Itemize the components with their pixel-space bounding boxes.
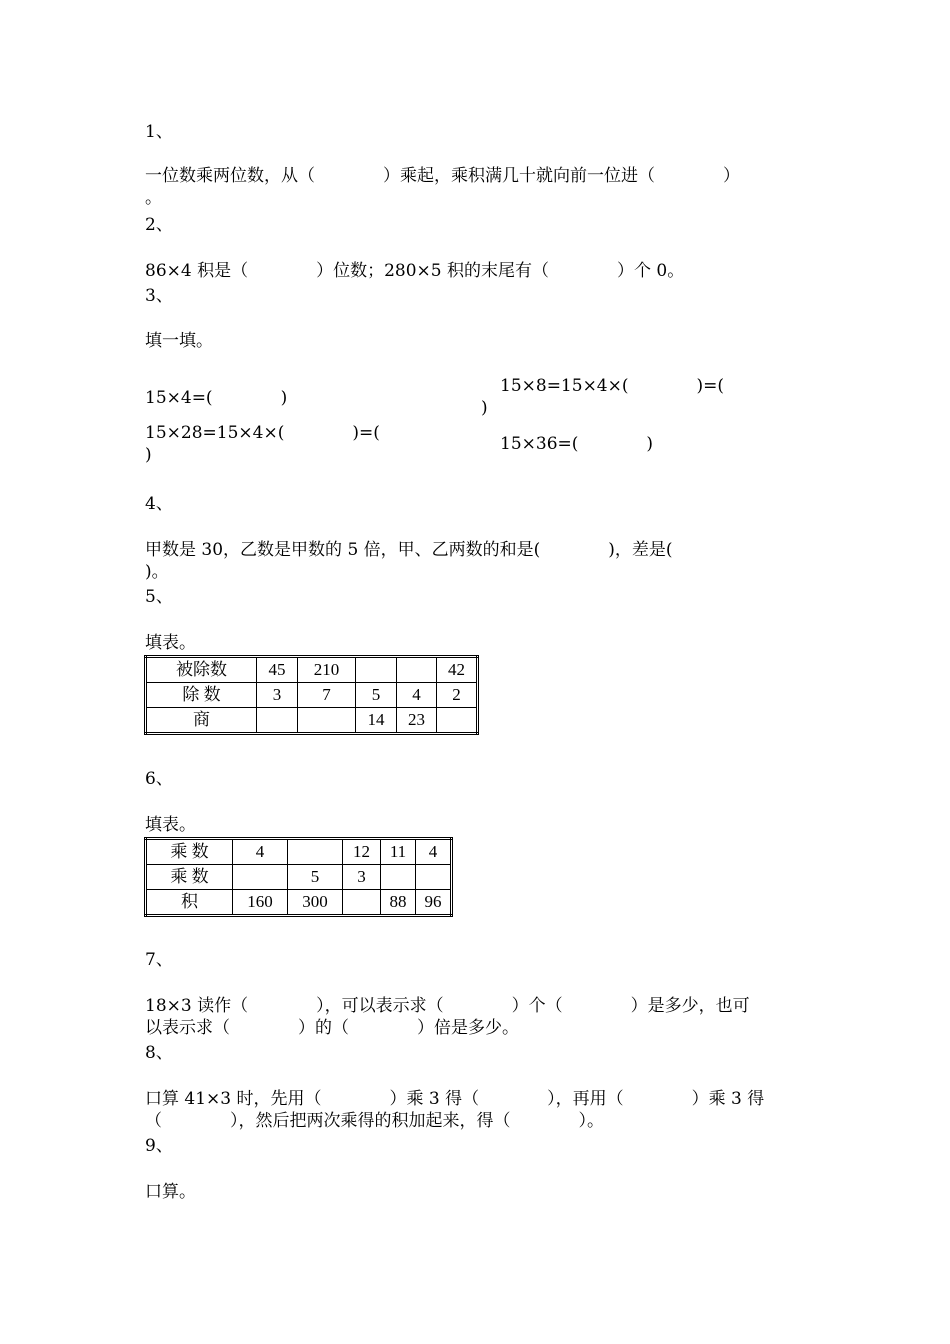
question-7-number: 7、	[145, 950, 173, 970]
table-cell: 42	[437, 657, 478, 683]
table-cell: 5	[356, 683, 397, 708]
question-8-number: 8、	[145, 1043, 173, 1063]
table-row	[146, 839, 452, 865]
table-cell	[257, 708, 298, 734]
table-cell	[397, 657, 437, 683]
question-1-text: 一位数乘两位数，从（ ）乘起，乘积满几十就向前一位进（ ）	[145, 166, 740, 186]
multiplication-table	[144, 837, 453, 917]
question-5-number: 5、	[145, 587, 173, 607]
question-8-text-cont: （ ），然后把两次乘得的积加起来，得（ ）。	[145, 1111, 604, 1131]
table-cell: 4	[416, 839, 452, 865]
table-cell: 45	[257, 657, 298, 683]
question-2-text: 86×4 积是（ ）位数；280×5 积的末尾有（ ）个 0。	[145, 261, 685, 281]
table-cell	[416, 865, 452, 890]
question-6-intro: 填表。	[145, 815, 196, 835]
table-cell: 11	[381, 839, 416, 865]
table-cell: 乘 数	[146, 839, 233, 865]
question-3-item-c-cont: )	[145, 445, 152, 465]
table-cell	[437, 708, 478, 734]
division-table	[144, 655, 479, 735]
question-1-text-cont: 。	[145, 188, 162, 208]
question-3-item-d: 15×36=( )	[500, 434, 654, 454]
table-row	[146, 890, 452, 916]
table-cell: 88	[381, 890, 416, 916]
table-cell: 12	[343, 839, 381, 865]
table-cell: 96	[416, 890, 452, 916]
table-cell: 7	[298, 683, 356, 708]
table-cell	[343, 890, 381, 916]
table-cell: 300	[288, 890, 343, 916]
question-7-text-cont: 以表示求（ ）的（ ）倍是多少。	[145, 1018, 519, 1038]
table-cell: 乘 数	[146, 865, 233, 890]
table-cell: 14	[356, 708, 397, 734]
table-cell: 2	[437, 683, 478, 708]
question-1-number: 1、	[145, 122, 173, 142]
table-cell	[298, 708, 356, 734]
question-7-text: 18×3 读作（ ），可以表示求（ ）个（ ）是多少，也可	[145, 996, 750, 1016]
question-5-intro: 填表。	[145, 633, 196, 653]
question-9-number: 9、	[145, 1136, 173, 1156]
table-row	[146, 657, 478, 683]
table-row	[146, 708, 478, 734]
question-6-number: 6、	[145, 769, 173, 789]
table-cell: 被除数	[146, 657, 257, 683]
question-3-intro: 填一填。	[145, 331, 213, 351]
table-cell: 160	[233, 890, 288, 916]
question-8-text: 口算 41×3 时，先用（ ）乘 3 得（ ），再用（ ）乘 3 得	[145, 1089, 765, 1109]
question-3-item-b-cont: )	[481, 398, 488, 418]
table-cell	[233, 865, 288, 890]
table-cell: 5	[288, 865, 343, 890]
table-cell: 积	[146, 890, 233, 916]
question-4-number: 4、	[145, 494, 173, 514]
table-row	[146, 865, 452, 890]
table-cell: 3	[343, 865, 381, 890]
question-3-item-a: 15×4=( )	[145, 388, 288, 408]
table-row	[146, 683, 478, 708]
table-cell: 4	[233, 839, 288, 865]
question-3-number: 3、	[145, 286, 173, 306]
table-cell: 23	[397, 708, 437, 734]
table-cell: 4	[397, 683, 437, 708]
table-cell	[381, 865, 416, 890]
question-3-item-b: 15×8=15×4×( )=(	[500, 376, 725, 396]
table-cell	[356, 657, 397, 683]
question-2-number: 2、	[145, 215, 173, 235]
table-cell	[288, 839, 343, 865]
table-cell: 商	[146, 708, 257, 734]
table-cell: 3	[257, 683, 298, 708]
question-9-intro: 口算。	[145, 1182, 196, 1202]
table-cell: 210	[298, 657, 356, 683]
question-4-text: 甲数是 30，乙数是甲数的 5 倍，甲、乙两数的和是( )，差是(	[145, 540, 673, 560]
question-4-text-cont: )。	[145, 562, 169, 582]
table-cell: 除 数	[146, 683, 257, 708]
question-3-item-c: 15×28=15×4×( )=(	[145, 423, 380, 443]
